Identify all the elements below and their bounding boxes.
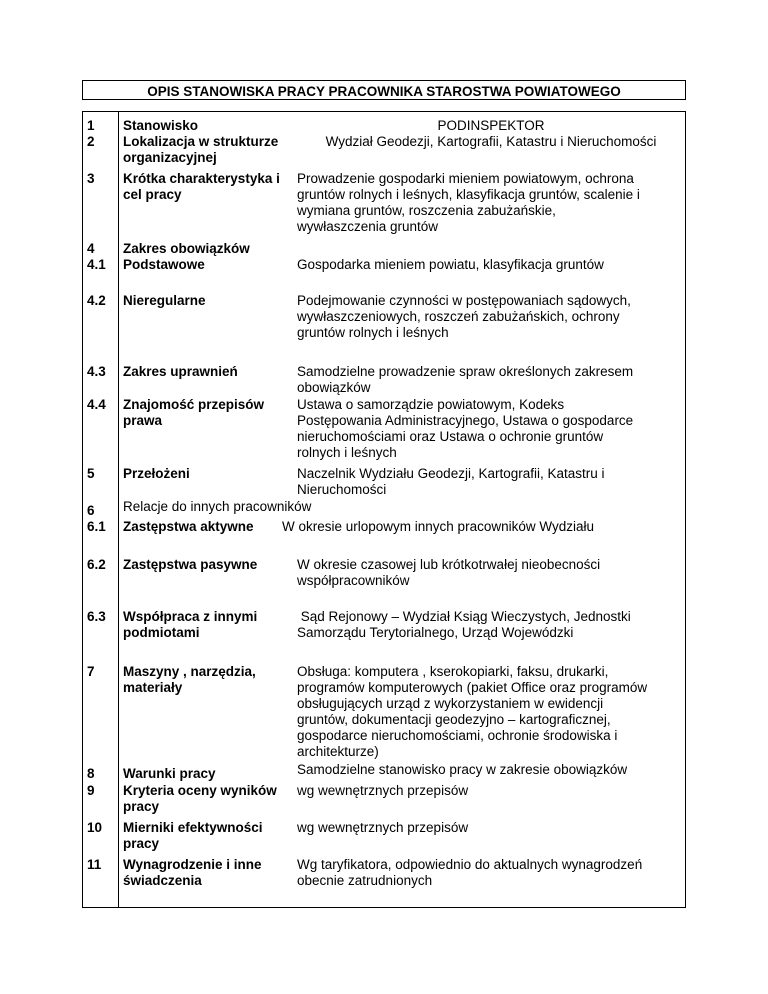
row-value: Wg taryfikatora, odpowiednio do aktualnych wynagrodzeń [297,857,643,872]
row-label: pracy [123,799,160,814]
row-value: obowiązków [297,380,371,395]
row-value: Prowadzenie gospodarki mieniem powiatowym, ochrona [297,171,634,186]
row-value: gospodarce nieruchomościami, ochronie środowiska i [297,728,618,743]
row-label: Warunki pracy [123,766,216,781]
row-value: wywłaszczeniowych, roszczeń zabużańskich, ochrony [297,309,620,324]
row-value: obsługujących urząd z wykorzystaniem w ewidencji [297,696,604,711]
row-label: Stanowisko [123,118,199,133]
column-divider [118,111,119,908]
row-number: 2 [87,134,95,149]
document-title-box [82,80,686,100]
row-number: 6.1 [87,519,106,534]
row-label: Zakres obowiązków [123,241,250,256]
row-value: Postępowania Administracyjnego, Ustawa o gospodarce [297,413,634,428]
row-value: PODINSPEKTOR [437,118,545,133]
row-number: 4.4 [87,397,106,412]
row-number: 6 [87,503,95,518]
row-number: 6.3 [87,609,106,624]
row-label: podmiotami [123,625,200,640]
row-label: prawa [123,413,163,428]
row-label: Wynagrodzenie i inne [123,857,262,872]
row-value: wg wewnętrznych przepisów [297,820,469,835]
row-label: Zastępstwa pasywne [123,557,258,572]
row-value: Sąd Rejonowy – Wydział Ksiąg Wieczystych, Jednostki [297,609,631,624]
row-value: gruntów, dokumentacji geodezyjno – kartograficznej, [297,712,611,727]
row-label: Przełożeni [123,466,190,481]
row-label: organizacyjnej [123,150,217,165]
row-value: Gospodarka mieniem powiatu, klasyfikacja gruntów [297,257,604,272]
row-value: Samorządu Terytorialnego, Urząd Wojewódzki [297,625,574,640]
row-label: Zakres uprawnień [123,364,238,379]
row-number: 4.2 [87,293,106,308]
row-label: Relacje do innych pracowników [123,499,312,514]
row-value: obecnie zatrudnionych [297,873,433,888]
row-value: rolnych i leśnych [297,445,397,460]
row-label: materiały [123,680,183,695]
row-value: wywłaszczenia gruntów [297,219,439,234]
row-value: wg wewnętrznych przepisów [297,783,469,798]
row-label: Znajomość przepisów [123,397,265,412]
row-number: 5 [87,466,95,481]
row-number: 9 [87,783,95,798]
row-value: nieruchomościami oraz Ustawa o ochronie gruntów [297,429,604,444]
row-value: Samodzielne prowadzenie spraw określonych zakresem [297,364,634,379]
row-value: gruntów rolnych i leśnych [297,325,449,340]
row-label: Kryteria oceny wyników [123,783,277,798]
row-label: Maszyny , narzędzia, [123,664,256,679]
row-number: 7 [87,664,95,679]
row-value: Obsługa: komputera , kserokopiarki, faksu, drukarki, [297,664,609,679]
row-label: Mierniki efektywności [123,820,263,835]
row-value: współpracowników [297,573,410,588]
row-value: gruntów rolnych i leśnych, klasyfikacja gruntów, scalenie i [297,187,640,202]
row-number: 4 [87,241,95,256]
row-number: 4.3 [87,364,106,379]
row-label: Nieregularne [123,293,206,308]
row-label: Współpraca z innymi [123,609,258,624]
row-number: 3 [87,171,95,186]
row-value: Naczelnik Wydziału Geodezji, Kartografii, Katastru i [297,466,605,481]
row-number: 6.2 [87,557,106,572]
row-label: Krótka charakterystyka i [123,171,280,186]
row-label: świadczenia [123,873,202,888]
row-label: cel pracy [123,187,182,202]
row-label: Zastępstwa aktywne [123,519,254,534]
row-number: 11 [87,857,102,872]
row-label: Podstawowe [123,257,205,272]
row-value: Podejmowanie czynności w postępowaniach sądowych, [297,293,631,308]
row-label: Lokalizacja w strukturze [123,134,279,149]
row-value: W okresie urlopowym innych pracowników Wydziału [282,519,594,534]
row-value: W okresie czasowej lub krótkotrwałej nieobecności [297,557,601,572]
row-value: Wydział Geodezji, Kartografii, Katastru i Nieruchomości [325,134,657,149]
row-value: wymiana gruntów, roszczenia zabużańskie, [297,203,556,218]
row-value: programów komputerowych (pakiet Office oraz programów [297,680,648,695]
row-value: Ustawa o samorządzie powiatowym, Kodeks [297,397,565,412]
row-number: 1 [87,118,95,133]
row-number: 8 [87,766,95,781]
row-value: architekturze) [297,744,379,759]
document-title: OPIS STANOWISKA PRACY PRACOWNIKA STAROSTWA POWIATOWEGO [147,84,621,99]
row-number: 4.1 [87,257,106,272]
row-value: Nieruchomości [297,482,387,497]
row-number: 10 [87,820,103,835]
row-label: pracy [123,836,160,851]
row-value: Samodzielne stanowisko pracy w zakresie obowiązków [297,762,628,777]
